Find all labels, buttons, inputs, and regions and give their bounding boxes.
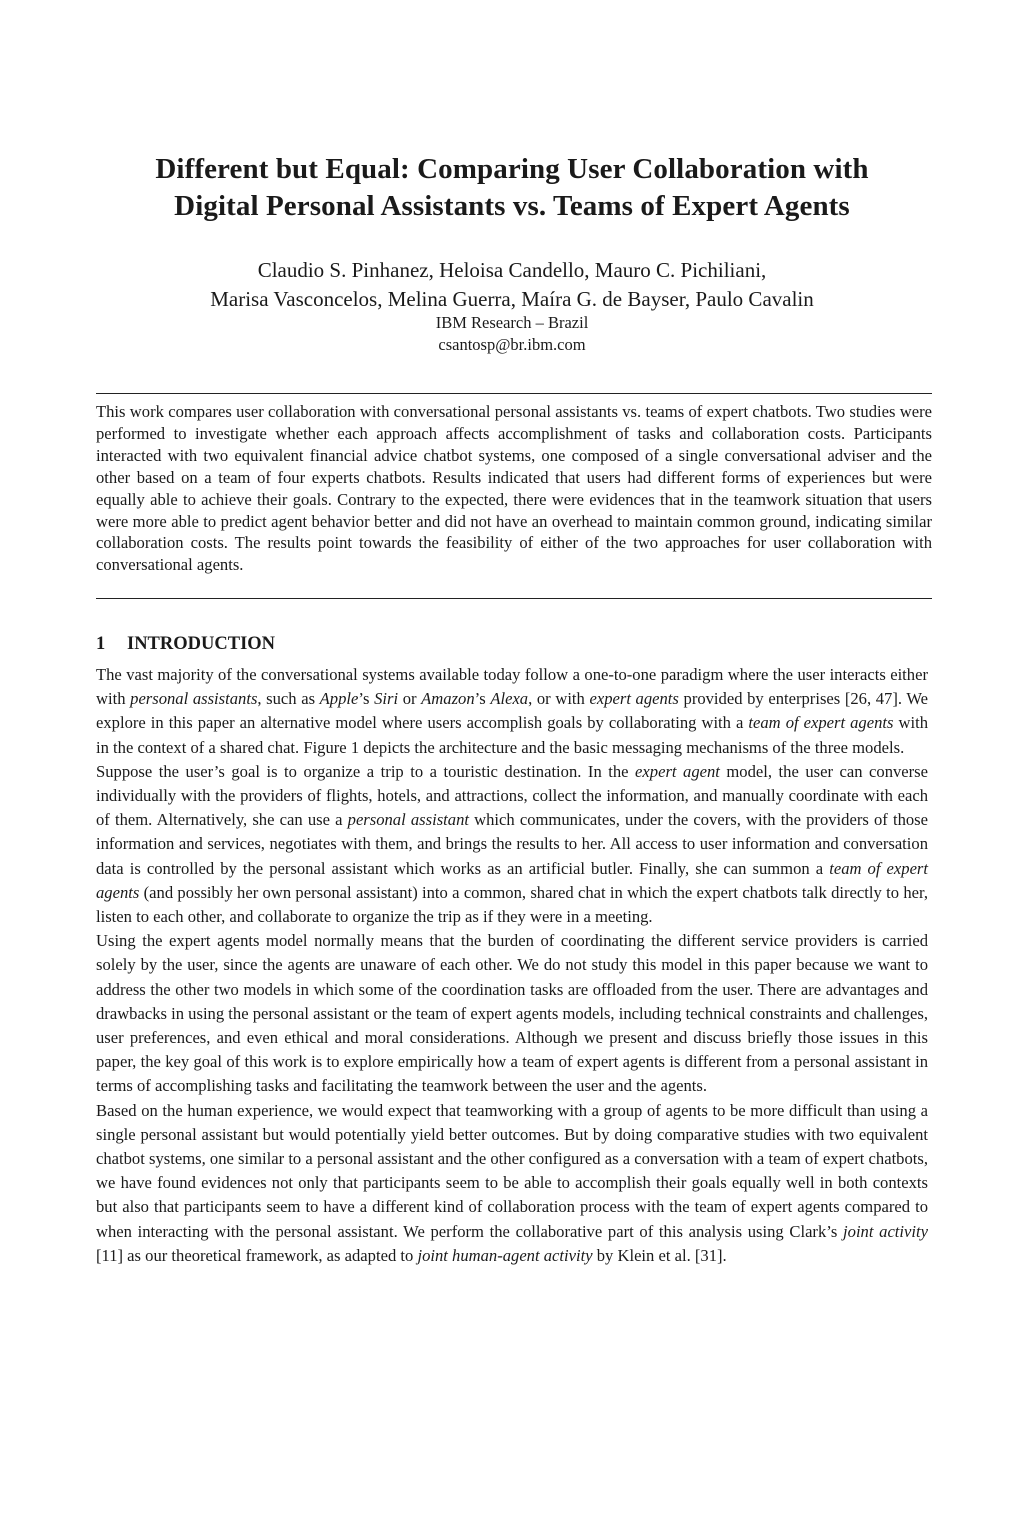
italic-term: Amazon	[421, 689, 475, 709]
paper-title	[96, 151, 928, 225]
abstract-box	[96, 393, 932, 599]
italic-term: Apple	[319, 689, 359, 709]
italic-term: team of expert agents	[96, 858, 928, 902]
text-run: [11] as our theoretical framework, as adapted to	[96, 1245, 418, 1265]
text-run: provided by enterprises [26, 47]. We explore in this paper an alternative model where users accomplish goals by collaborating with a	[96, 689, 929, 733]
italic-term: Alexa	[490, 689, 529, 709]
paragraph-3: Using the expert agents model normally means that the burden of coordinating the different service providers is carried solely by the user, since the agents are unaware of each other. We do not study this model in this paper because we want to address the other two models in which some of the coordination tasks are offloaded from the user. There are advantages and drawbacks in using the personal assistant or the team of expert agents models, including technical constraints and challenges, user preferences, and even ethical and moral considerations. Although we present and discuss briefly those issues in this paper, the key goal of this work is to explore empirically how a team of expert agents is different from a personal assistant in terms of accomplishing tasks and facilitating the teamwork between the user and the agents.	[96, 931, 928, 1096]
italic-term: expert agents	[589, 689, 679, 709]
abstract-text: This work compares user collaboration with conversational personal assistants vs. teams of expert chatbots. Two studies were performed to investigate whether each approach affects accomplishment of tasks and collaboration costs. Participants interacted with two equivalent financial advice chatbot systems, one composed of a single conversational adviser and the other based on a team of four experts chatbots. Results indicated that users had different forms of experiences but were equally able to achieve their goals. Contrary to the expected, there were evidences that in the teamwork situation that users were more able to predict agent behavior better and did not have an overhead to maintain common ground, indicating similar collaboration costs. The results point towards the feasibility of either of the two approaches for user collaboration with conversational agents.	[96, 402, 932, 575]
italic-term: Siri	[374, 689, 399, 709]
text-run: (and possibly her own personal assistant) into a common, shared chat in which the expert chatbots talk directly to her, listen to each other, and collaborate to organize the trip as if they were in a meeting.	[96, 882, 928, 927]
text-run: , such as	[257, 689, 320, 709]
paragraph-2	[96, 760, 928, 929]
paragraph-1	[96, 663, 928, 760]
italic-term: team of expert agents	[748, 713, 894, 733]
text-run: with in the context of a shared chat. Figure 1 depicts the architecture and the basic messaging mechanisms of the three models.	[96, 713, 928, 757]
author-list	[96, 256, 928, 314]
affiliation-block	[96, 312, 928, 356]
italic-term: expert agent	[635, 761, 720, 781]
paragraph-4	[96, 1099, 928, 1268]
text-run: The vast majority of the conversational systems available today follow a one-to-one paradigm where the user interacts either with	[96, 665, 928, 709]
text-run: Based on the human experience, we would expect that teamworking with a group of agents to be more difficult than using a single personal assistant but would potentially yield better outcomes. But by doing comparative studies with two equivalent chatbot systems, one similar to a personal assistant and the other configured as a conversation with a team of expert chatbots, we have found evidences not only that participants seem to be able to accomplish their goals equally well in both contexts but also that participants seem to have a different kind of collaboration process with the team of expert agents compared to when interacting with the personal assistant. We perform the collaborative part of this analysis using Clark’s	[96, 1100, 928, 1241]
text-run: Suppose the user’s goal is to organize a trip to a touristic destination. In the	[96, 761, 636, 781]
title-line-2: Digital Personal Assistants vs. Teams of Expert Agents	[174, 190, 850, 222]
italic-term: joint human-agent activity	[417, 1245, 593, 1265]
authors-line-1: Claudio S. Pinhanez, Heloisa Candello, Mauro C. Pichiliani,	[257, 258, 767, 282]
section-heading	[96, 632, 275, 656]
authors-line-2: Marisa Vasconcelos, Melina Guerra, Maíra G. de Bayser, Paulo Cavalin	[210, 287, 814, 311]
section-body	[96, 663, 928, 1268]
title-line-1: Different but Equal: Comparing User Collaboration with	[155, 153, 869, 185]
section-number: 1	[96, 634, 106, 654]
text-run: which communicates, under the covers, with the providers of those information and services, negotiates with them, and brings the results to her. All access to user information and conversation data is controlled by the personal assistant which works as an artificial butler. Finally, she can summon a	[96, 810, 928, 878]
contact-email: csantosp@br.ibm.com	[438, 335, 586, 354]
affiliation-org: IBM Research – Brazil	[435, 313, 589, 332]
text-run: or	[398, 689, 422, 709]
section-title: INTRODUCTION	[127, 634, 276, 654]
text-run: , or with	[528, 689, 590, 709]
text-run: ’s	[358, 689, 375, 709]
italic-term: personal assistants	[130, 689, 258, 709]
italic-term: personal assistant	[347, 810, 469, 830]
text-run: by Klein et al. [31].	[592, 1245, 727, 1265]
italic-term: joint activity	[843, 1221, 928, 1241]
text-run: model, the user can converse individually with the providers of flights, hotels, and attractions, collect the information, and manually coordinate with each of them. Alternatively, she can use a	[96, 761, 928, 830]
text-run: ’s	[474, 689, 491, 709]
